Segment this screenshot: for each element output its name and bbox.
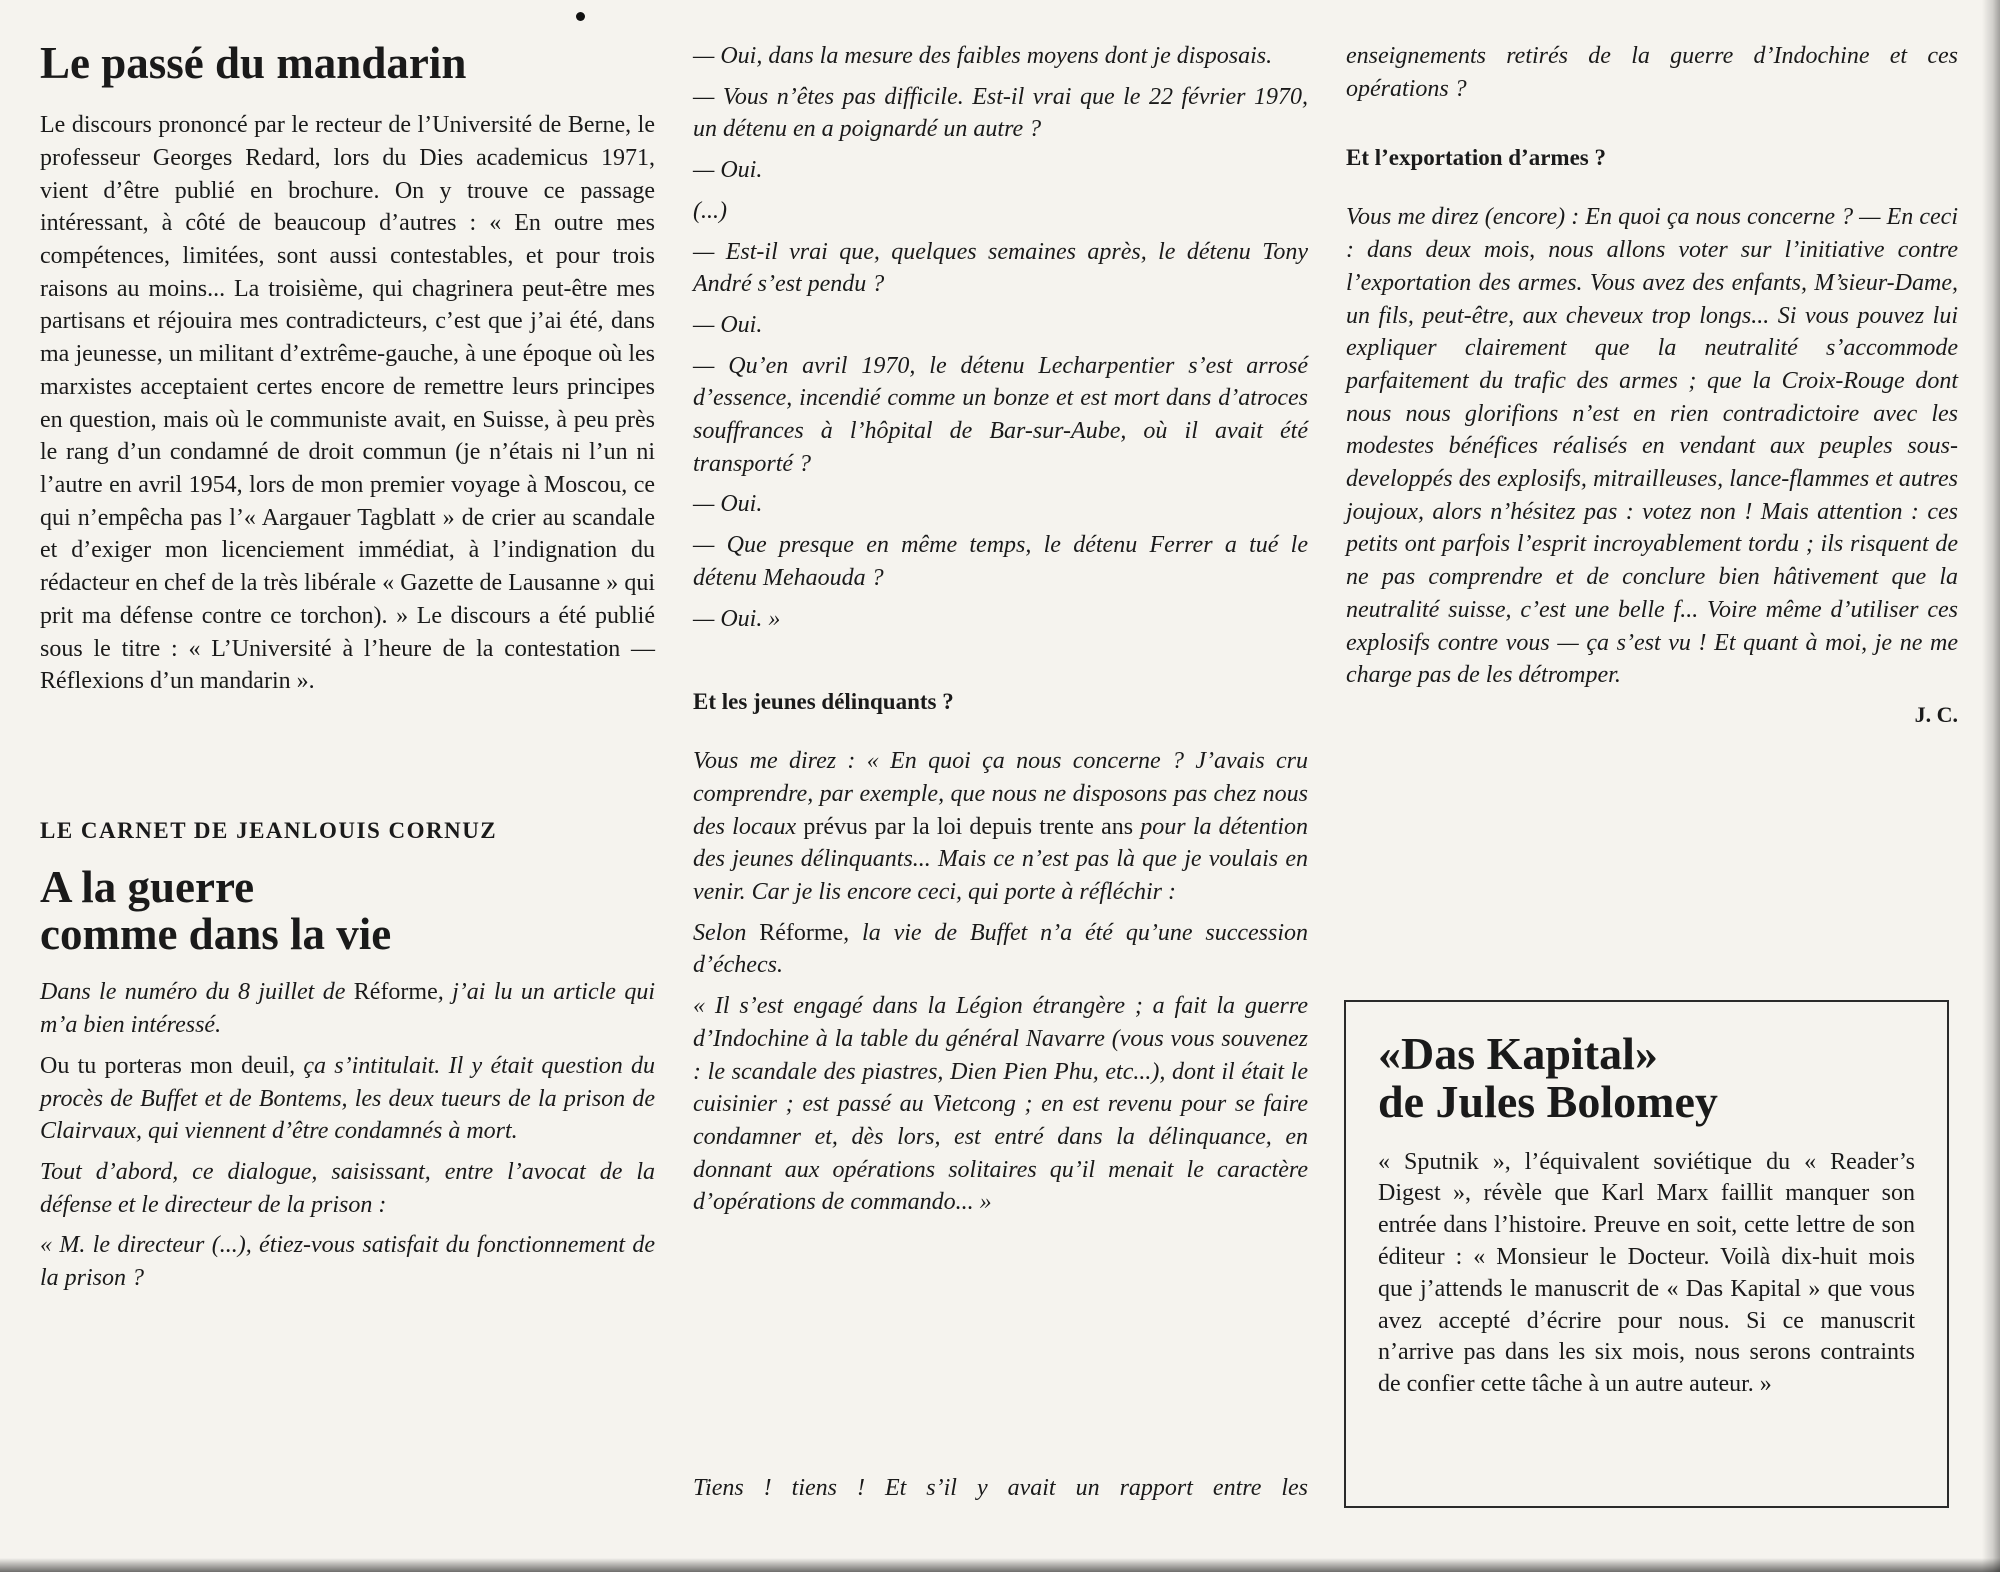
- column-middle: [693, 40, 1308, 1227]
- dialogue-line: — Vous n’êtes pas difficile. Est-il vrai que le 22 février 1970, un détenu en a poignardé un autre ?: [693, 83, 1308, 143]
- dialogue-line: (...): [693, 197, 727, 224]
- paragraph-selon-reforme: [693, 917, 1308, 982]
- text-run-roman: Ou tu porteras mon deuil: [40, 1052, 290, 1079]
- ink-dot: [576, 12, 585, 21]
- paragraph-exportation: Vous me direz (encore) : En quoi ça nous concerne ? — En ceci : dans deux mois, nous allons voter sur l’initiative contre l’exportation des armes. Vous avez des enfants, M’sieur-Dame, un fils, peut-être, aux cheveux trop longs... Si vous pouvez lui expliquer clairement que la neutralité s’accommode parfaitement du trafic des armes ; que la Croix-Rouge dont nous nous glorifions n’est en rien contradictoire avec les modestes bénéfices réalisés en vendant aux peuples sous-developpés des explosifs, mitrailleuses, lance-flammes et autres joujoux, alors n’hésitez pas : votez non ! Mais attention : ces petits ont parfois l’esprit incroyablement tordu ; ils risquent de ne pas comprendre et de conclure bien hâtivement que la neutralité suisse, c’est une belle f... Voire même d’utiliser ces explosifs contre vous — ça s’est vu ! Et quant à moi, je ne me charge pas de les détromper.: [1346, 204, 1958, 689]
- text-run-roman: Réforme: [759, 919, 844, 946]
- dialogue-line: — Oui.: [693, 157, 763, 184]
- text-run-roman: prévus par la loi depuis trente ans: [803, 813, 1134, 840]
- dialogue-line: — Oui.: [693, 491, 763, 518]
- dialogue-line: — Oui. »: [693, 605, 781, 632]
- text-run-roman: Réforme: [353, 979, 438, 1006]
- dialogue-line: — Qu’en avril 1970, le détenu Lecharpentier s’est arrosé d’essence, incendié comme un bonze et est mort dans d’atroces souffrances à l’hôpital de Bar-sur-Aube, où il avait été transporté ?: [693, 352, 1308, 477]
- text-run: , j’ai lu un article qui m’a bien intéressé.: [40, 979, 655, 1039]
- headline-line-1: A la guerre: [40, 861, 255, 912]
- text-run: Dans le numéro du 8 juillet de: [40, 979, 354, 1006]
- article-headline-mandarin: Le passé du mandarin: [40, 38, 467, 88]
- paragraph-tiens-tiens: Tiens ! tiens ! Et s’il y avait un rapport entre les: [693, 1475, 1308, 1501]
- dialogue-line: — Est-il vrai que, quelques semaines après, le détenu Tony André s’est pendu ?: [693, 238, 1308, 298]
- text-run: Vous me direz : « En quoi ça nous concerne ? J’avais cru comprendre, par exemple, que nous ne disposons pas chez nous des locaux: [693, 748, 1308, 840]
- spacer: [693, 643, 1308, 689]
- headline-line-2: comme dans la vie: [40, 909, 392, 960]
- paragraph-legion: « Il s’est engagé dans la Légion étrangère ; a fait la guerre d’Indochine à la table du général Navarre (vous vous souvenez : le scandale des piastres, Dien Pien Phu, etc...), dont il était le cuisinier ; est passé au Vietcong ; en est revenu pour se faire condamner et, dès lors, est entré dans la délinquance, en donnant aux opérations solitaires qu’il menait le caractère d’opérations de commando... »: [693, 993, 1308, 1216]
- article-body-mandarin: Le discours prononcé par le recteur de l’Université de Berne, le professeur Georges Redard, lors du Dies academicus 1971, vient d’être publié en brochure. On y trouve ce passage intéressant, à côté de beaucoup d’autres : « En outre mes compétences, limitées, sont aussi contestables, et pour trois raisons au moins... La troisième, qui chagrinera peut-être mes partisans et réjouira mes contradicteurs, c’est que j’ai été, dans ma jeunesse, un militant d’extrême-gauche, à une époque où les marxistes acceptaient certes encore de remettre leurs principes en question, mais où le communiste avait, en Suisse, à peu près le rang d’un condamné de droit commun (je n’étais ni l’un ni l’autre en avril 1954, lors de mon premier voyage à Moscou, ce qui n’empêcha pas l’« Aargauer Tagblatt » de crier au scandale et d’exiger mon licenciement immédiat, à l’indignation du rédacteur en chef de la très libérale « Gazette de Lausanne » qui prit ma défense contre ce torchon). » Le discours a été publié sous le titre : « L’Université à l’heure de la contestation — Réflexions d’un mandarin ».: [40, 112, 655, 695]
- boxed-article-das-kapital: [1344, 1000, 1949, 1508]
- text-run: Selon: [693, 919, 760, 946]
- dialogue-line: — Que presque en même temps, le détenu Ferrer a tué le détenu Mehaouda ?: [693, 532, 1308, 591]
- text-run: , la vie de Buffet n’a été qu’une succession d’échecs.: [693, 919, 1308, 979]
- paragraph-continued: enseignements retirés de la guerre d’Indochine et ces opérations ?: [1346, 43, 1958, 102]
- column-kicker: LE CARNET DE JEANLOUIS CORNUZ: [40, 817, 498, 843]
- paragraph-dialogue-question: « M. le directeur (...), étiez-vous satisfait du fonctionnement de la prison ?: [40, 1232, 655, 1292]
- paragraph-dialogue-intro: Tout d’abord, ce dialogue, saisissant, entre l’avocat de la défense et le directeur de la prison :: [40, 1158, 655, 1218]
- text-run: , ça s’intitulait. Il y était question du procès de Buffet et de Bontems, les deux tueurs de la prison de Clairvaux, qui viennent d’être condamnés à mort.: [40, 1052, 655, 1145]
- paragraph-concern: [693, 745, 1308, 909]
- subhead-jeunes-delinquants: Et les jeunes délinquants ?: [693, 689, 954, 715]
- scan-bottom-shadow: [0, 1558, 2000, 1572]
- box-headline-line-2: de Jules Bolomey: [1378, 1076, 1718, 1128]
- box-headline: [1378, 1030, 1915, 1127]
- box-headline-line-1: «Das Kapital»: [1378, 1028, 1658, 1079]
- spacer: [40, 708, 655, 818]
- column-left: [40, 40, 655, 1303]
- paragraph-intro: [40, 976, 655, 1041]
- article-headline-guerre: [40, 861, 655, 960]
- dialogue-line: — Oui, dans la mesure des faibles moyens dont je disposais.: [693, 43, 1273, 69]
- subhead-exportation-armes: Et l’exportation d’armes ?: [1346, 145, 1606, 171]
- dialogue-line: — Oui.: [693, 311, 763, 338]
- scan-edge-shadow: [1982, 0, 2000, 1572]
- paragraph-title-mention: [40, 1050, 655, 1148]
- text-run: pour la détention des jeunes délinquants... Mais ce n’est pas là que je voulais en venir. Car je lis encore ceci, qui porte à réfléchir :: [693, 813, 1308, 906]
- author-signature: J. C.: [1914, 701, 1958, 727]
- box-body: « Sputnik », l’équivalent soviétique du « Reader’s Digest », révèle que Karl Marx faillit manquer son entrée dans l’histoire. Preuve en soit, cette lettre de son éditeur : « Monsieur le Docteur. Voilà dix-huit mois que j’attends le manuscrit de « Das Kapital » que vous avez accepté d’écrire pour nous. Si ce manuscrit n’arrive pas dans les six mois, nous serons contraints de confier cette tâche à un autre auteur. »: [1378, 1148, 1915, 1398]
